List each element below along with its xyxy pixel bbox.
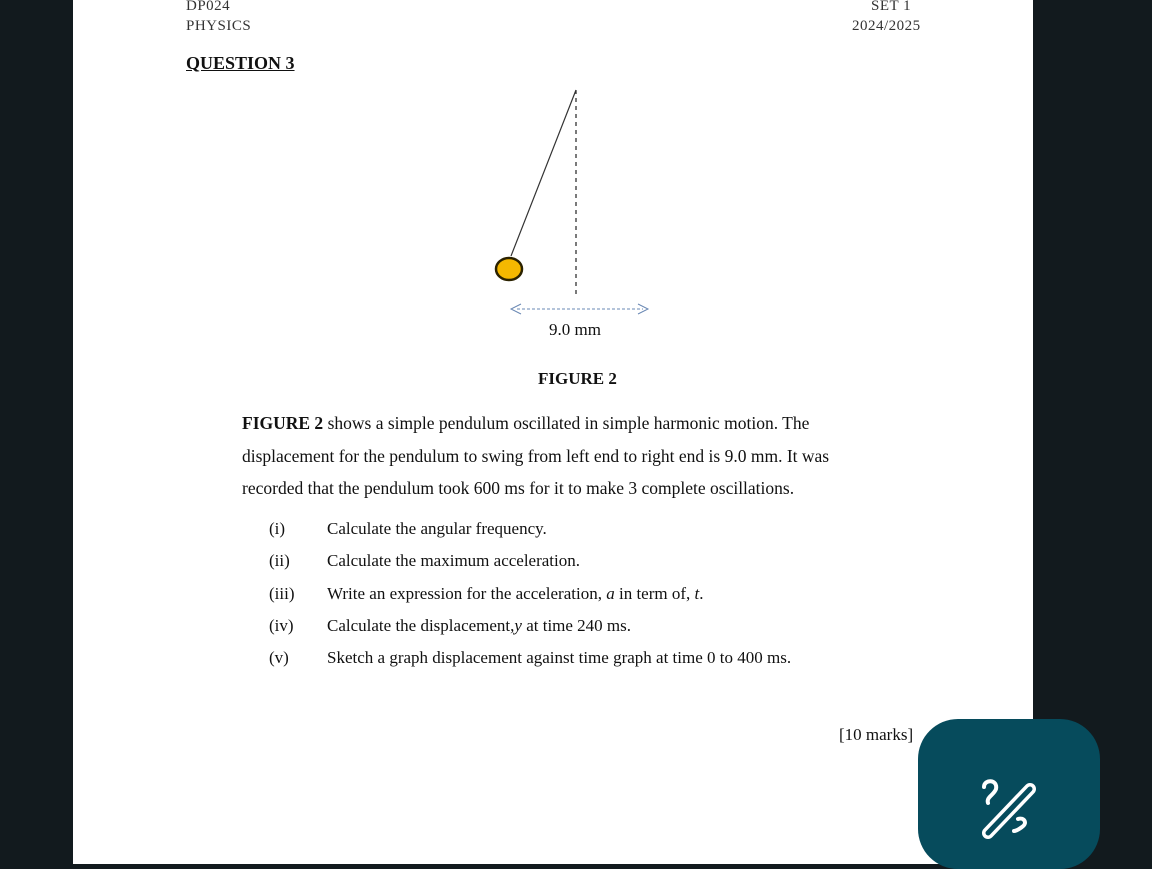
dimension-label: 9.0 mm xyxy=(549,320,601,339)
variable-t: t xyxy=(694,583,700,603)
paragraph-line-2: displacement for the pendulum to swing from left end to right end is 9.0 mm. It was xyxy=(242,445,830,466)
marks-label: [10 marks] xyxy=(839,725,914,744)
sub-question xyxy=(269,648,791,680)
sub-question-text: Write an expression for the acceleration, a in term of, t. xyxy=(327,583,704,603)
pivot xyxy=(503,89,576,90)
sub-question-number: (i) xyxy=(269,519,286,538)
variable-y: y xyxy=(514,615,522,635)
paragraph-line-3: recorded that the pendulum took 600 ms for it to make 3 complete oscillations. xyxy=(242,478,795,498)
set-label: SET 1 xyxy=(871,0,912,14)
session-label: 2024/2025 xyxy=(852,18,921,34)
sub-question-number: (iv) xyxy=(269,615,294,635)
sub-question xyxy=(269,551,791,583)
figure-reference: FIGURE 2 xyxy=(242,413,324,433)
question-paragraph xyxy=(242,407,902,505)
document-page xyxy=(73,0,1033,864)
sub-question-text: Calculate the maximum acceleration. xyxy=(327,551,580,571)
question-title: QUESTION 3 xyxy=(186,53,295,73)
sub-question-text: Calculate the angular frequency. xyxy=(327,519,547,538)
sub-question xyxy=(269,584,791,616)
sub-question xyxy=(269,519,791,551)
variable-a: a xyxy=(606,583,615,603)
pendulum-string xyxy=(511,90,576,256)
sub-question-number: (v) xyxy=(269,648,289,668)
sub-question-text: Sketch a graph displacement against time graph at time 0 to 400 ms. xyxy=(327,648,792,668)
figure-caption: FIGURE 2 xyxy=(538,369,617,388)
course-code: DP024 xyxy=(186,0,231,14)
annotate-button[interactable] xyxy=(918,719,1100,869)
pen-edit-icon xyxy=(974,775,1044,845)
sub-question xyxy=(269,616,791,648)
sub-question-list xyxy=(269,519,791,680)
pendulum-figure xyxy=(73,0,1033,414)
pendulum-bob xyxy=(496,258,522,280)
subject-label: PHYSICS xyxy=(186,18,252,34)
sub-question-text: Calculate the displacement,y at time 240 ms. xyxy=(327,615,632,635)
sub-question-number: (ii) xyxy=(269,551,290,571)
sub-question-number: (iii) xyxy=(269,583,295,603)
paragraph-line-1: shows a simple pendulum oscillated in simple harmonic motion. The xyxy=(323,413,810,433)
